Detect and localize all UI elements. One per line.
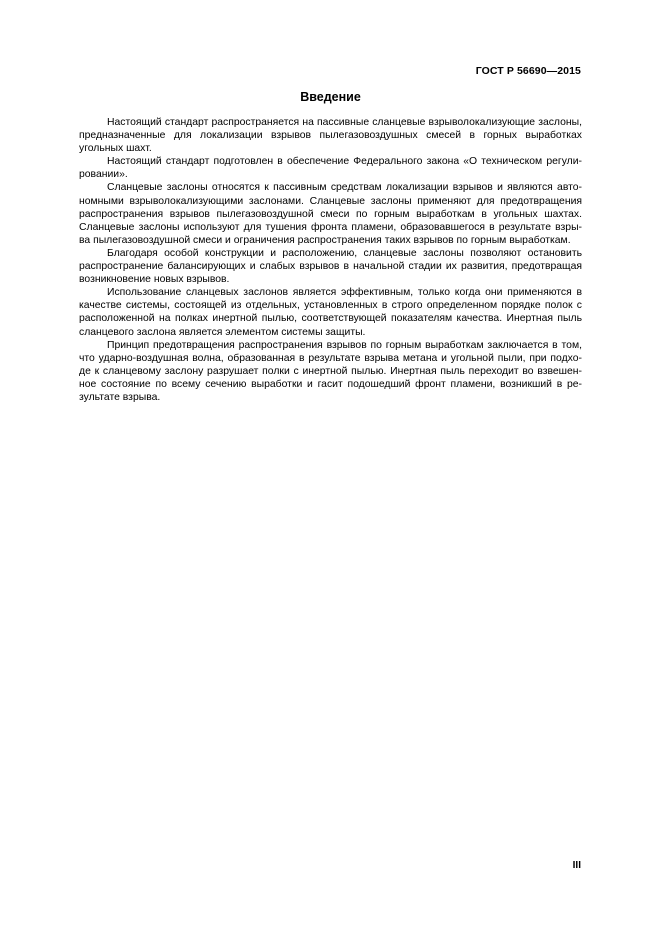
text-line: распространение балансирующих и слабых взрывов в начальной стадии их развития, предотвращая bbox=[79, 261, 582, 273]
paragraph bbox=[79, 247, 582, 286]
text-line: Сланцевые заслоны относятся к пассивным средствам локализации взрывов и являются авто- bbox=[107, 182, 582, 194]
paragraph bbox=[79, 181, 582, 246]
text-line: угольных шахт. bbox=[79, 143, 152, 155]
text-line: Настоящий стандарт подготовлен в обеспечение Федерального закона «О техническом регули- bbox=[107, 156, 582, 168]
text-line: ровании». bbox=[79, 169, 128, 181]
text-line: зультате взрыва. bbox=[79, 391, 161, 403]
text-line: расположенной на полках инертной пылью, соответствующей показателям качества. Инертная пыль bbox=[79, 313, 582, 325]
text-line: Благодаря особой конструкции и расположению, сланцевые заслоны позволяют остановить bbox=[107, 247, 582, 259]
text-line: что ударно-воздушная волна, образованная в результате взрыва метана и угольной пыли, при подхо- bbox=[79, 352, 582, 364]
text-line: возникновение новых взрывов. bbox=[79, 274, 230, 286]
text-line: ва пылегазовоздушной смеси и ограничения распространения таких взрывов по горным выработкам. bbox=[79, 234, 571, 246]
text-line: распространения взрывов пылегазовоздушной смеси по горным выработкам в угольных шахтах. bbox=[79, 208, 582, 220]
text-line: ное состояние по всему сечению выработки и гасит подошедший фронт пламени, возникший в ре- bbox=[79, 378, 582, 390]
paragraph bbox=[79, 339, 582, 404]
introduction-text bbox=[79, 116, 582, 404]
text-line: Сланцевые заслоны используют для тушения фронта пламени, образовавшегося в результате взры- bbox=[79, 221, 582, 233]
text-line: предназначенные для локализации взрывов пылегазовоздушных смесей в горных выработках bbox=[79, 130, 582, 142]
text-line: Настоящий стандарт распространяется на пассивные сланцевые взрыволокализующие заслоны, bbox=[107, 117, 582, 128]
text-line: сланцевого заслона является элементом системы защиты. bbox=[79, 326, 366, 338]
paragraph bbox=[79, 286, 582, 338]
text-line: номными взрыволокализующими заслонами. Сланцевые заслоны применяют для предотвращения bbox=[79, 195, 582, 207]
text-line: Использование сланцевых заслонов является эффективным, только когда они применяются в bbox=[107, 287, 582, 299]
text-line: де к сланцевому заслону разрушает полки с инертной пылью. Инертная пыль переходит во взвешен- bbox=[79, 365, 582, 377]
paragraph bbox=[79, 155, 582, 181]
section-title: Введение bbox=[300, 90, 361, 104]
document-code: ГОСТ Р 56690—2015 bbox=[475, 65, 581, 77]
text-line: качестве системы, состоящей из отдельных, установленных в строго определенном порядке полок с bbox=[79, 300, 582, 312]
page-number: III bbox=[572, 860, 581, 871]
text-line: Принцип предотвращения распространения взрывов по горным выработкам заключается в том, bbox=[107, 339, 582, 351]
paragraph bbox=[79, 116, 582, 155]
